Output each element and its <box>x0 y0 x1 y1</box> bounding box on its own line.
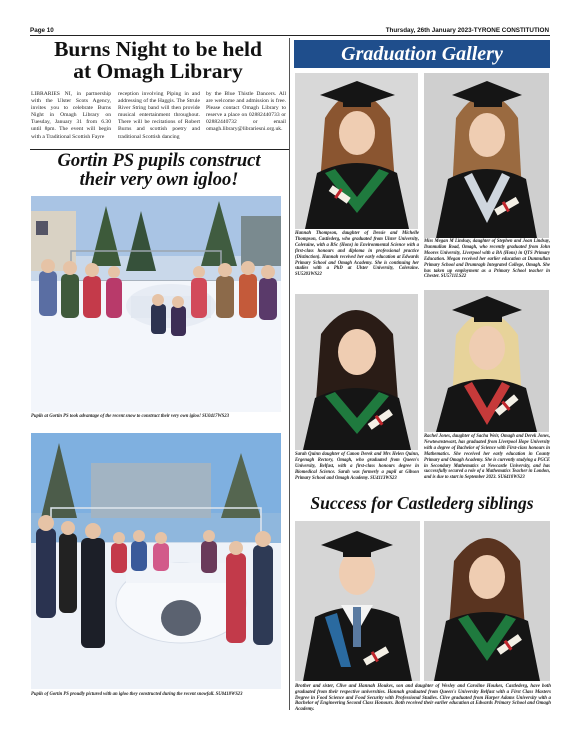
gortin-caption-1: Pupils at Gortin PS took advantage of the recent snow to construct their very own igloo! SU0417WS23 <box>31 414 229 419</box>
burns-bottom-rule <box>30 149 290 150</box>
caption-rachel-jones: Rachel Jones, daughter of Sacha Weir, Omagh and Derek Jones, Newtownstewart, has graduated from Liverpool Hope University with a degree of Bachelor of Science with First-class honours in Mathematics. She received her early education in County Primary and Omagh Academy. She is currently studying a PGCE in Secondary Mathematics at Newcastle University, and has successfully secured a role of a Mathematics Teacher in London, and is due to start in September 2023. SU6410WS23 <box>424 434 550 481</box>
burns-column-1: LIBRARIES NI, in partnership with the Ulster Scots Agency, invites you to celebrate Burns Night in Omagh Library on Tuesday, January 31 from 6.30 until 8pm. The event will begin with a Traditional Scottish Fayre <box>31 91 111 140</box>
photo-rachel-jones <box>424 290 549 432</box>
gortin-headline <box>30 152 288 191</box>
caption-megan-lindsay: Miss Megan M Lindsay, daughter of Stephen and Joan Lindsay, Dunmullan Road, Omagh, who recently graduated from John Moores University, Liverpool with a BA (Hons) in QTS Primary Education. Megan received her earlier education at Dunmullan Primary School and Drumragh Integrated College, Omagh. She has taken up employment as a Primary School teacher in Chester. SU5711LS22 <box>424 239 550 280</box>
caption-sarah-quinn: Sarah Quinn daughter of Canon Derek and Mrs Helen Quinn, Ergenagh Rectory, Omagh, who graduated from Queen's University, Belfast, with a first-class honours degree in Biomedical Science. Sarah was formerly a pupil at Gibson Primary School and Omagh Academy. SU4113WS23 <box>295 452 419 481</box>
burns-column-3: by the Blue Thistle Dancers. All are welcome and admission is free. Please contact Omagh Library to reserve a place on 02882440733 or 02882440732 or email omagh.library@librariesni.org.uk. <box>206 91 286 133</box>
page-number: Page 10 <box>30 27 54 34</box>
column-divider <box>289 38 290 710</box>
header-rule <box>30 35 550 36</box>
castlederg-headline: Success for Castlederg siblings <box>310 493 534 513</box>
photo-sarah-quinn <box>295 294 418 450</box>
burns-headline <box>30 39 286 83</box>
photo-hannah-houkes <box>424 521 550 681</box>
caption-hannah-thompson: Hannah Thompson, daughter of Dessie and Michelle Thompson, Castlederg, who graduated from Ulster University, Coleraine, with a BSc (Hons) in Environmental Science with a first-class honours and diploma in professional practice (Distinction). Hannah received her early education at Edwards Primary School and Omagh Academy. She is continuing her studies with a PhD at Ulster University, Coleraine. SU5203WS22 <box>295 231 419 278</box>
burns-column-2: reception involving Piping in and addressing of the Haggis. The Strule River String band will then provide musical entertainment throughout. There will be recitations of Robert Burns and scottish poetry and traditional Scottish dancing <box>118 91 200 140</box>
burns-headline-line1: Burns Night to be held <box>54 37 262 61</box>
gortin-igloo-photo-2 <box>31 433 281 689</box>
caption-castlederg-siblings: Brother and sister, Clive and Hannah Houkes, son and daughter of Wesley and Caroline Houkes, Castlederg, have both graduated from their respective universities. Hannah graduated from Queen's University Belfast with a First Class Masters Degree in Food Science and Food Security with Professional Studies. Clive graduated from Harper Adams University with a Bachelor of Engineering Second Class Honours. Both received their earlier education at Edwards Primary School and Omagh Academy. <box>295 684 551 713</box>
graduation-banner: Graduation Gallery <box>294 40 550 68</box>
photo-clive-houkes <box>295 521 420 681</box>
gortin-igloo-photo-1 <box>31 196 281 412</box>
gortin-headline-line2: their very own igloo! <box>79 170 239 191</box>
photo-hannah-thompson <box>295 73 418 229</box>
gortin-caption-2: Pupils of Gortin PS proudly pictured with an igloo they constructed during the recent snowfall. SU0418WS23 <box>31 692 243 697</box>
burns-headline-line2: at Omagh Library <box>73 58 243 83</box>
gortin-headline-line1: Gortin PS pupils construct <box>57 151 261 171</box>
dateline: Thursday, 26th January 2023-TYRONE CONSTITUTION <box>385 27 549 34</box>
photo-megan-lindsay <box>424 73 549 238</box>
